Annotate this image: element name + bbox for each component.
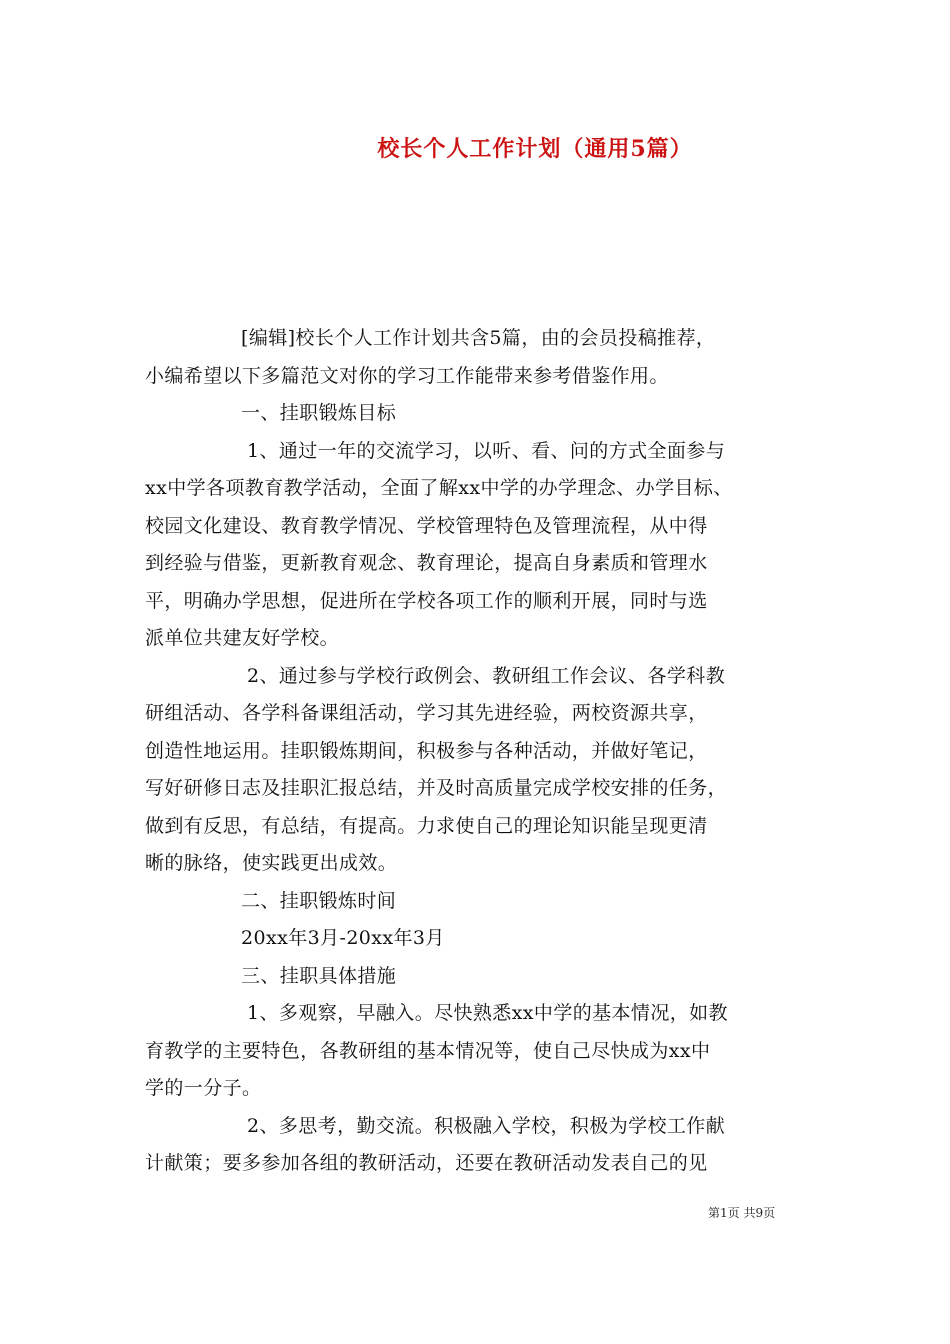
paragraph-line: [编辑]校长个人工作计划共含5篇，由的会员投稿推荐， — [241, 327, 716, 349]
page-number-footer: 第1页 共9页 — [708, 1206, 776, 1220]
paragraph-line: 到经验与借鉴，更新教育观念、教育理论，提高自身素质和管理水 — [145, 552, 708, 574]
document-title: 校长个人工作计划（通用5篇） — [377, 136, 693, 162]
paragraph-line: 晰的脉络，使实践更出成效。 — [145, 852, 398, 874]
paragraph-line: 小编希望以下多篇范文对你的学习工作能带来参考借鉴作用。 — [145, 364, 669, 387]
paragraph-line: 1、通过一年的交流学习，以听、看、问的方式全面参与 — [247, 439, 726, 462]
paragraph-line: 派单位共建友好学校。 — [145, 627, 340, 649]
paragraph-line: 做到有反思，有总结，有提高。力求使自己的理论知识能呈现更清 — [145, 814, 708, 837]
paragraph-line: 写好研修日志及挂职汇报总结，并及时高质量完成学校安排的任务， — [145, 777, 728, 799]
paragraph-line: 创造性地运用。挂职锻炼期间，积极参与各种活动，并做好笔记， — [145, 739, 708, 762]
paragraph-line: 育教学的主要特色，各教研组的基本情况等，使自己尽快成为xx中 — [145, 1039, 711, 1062]
section-heading: 三、挂职具体措施 — [241, 964, 397, 987]
paragraph-line: 计献策；要多参加各组的教研活动，还要在教研活动发表自己的见 — [145, 1152, 708, 1174]
paragraph-line: 学的一分子。 — [145, 1077, 262, 1099]
paragraph-line: 校园文化建设、教育教学情况、学校管理特色及管理流程，从中得 — [145, 514, 708, 537]
paragraph-line: 2、多思考，勤交流。积极融入学校，积极为学校工作献 — [247, 1114, 726, 1137]
paragraph-line: 20xx年3月-20xx年3月 — [241, 927, 445, 949]
paragraph-line: 2、通过参与学校行政例会、教研组工作会议、各学科教 — [247, 664, 726, 687]
section-heading: 一、挂职锻炼目标 — [241, 402, 397, 424]
paragraph-line: 1、多观察，早融入。尽快熟悉xx中学的基本情况，如教 — [247, 1002, 728, 1024]
document-body — [145, 320, 810, 1183]
section-heading: 二、挂职锻炼时间 — [241, 889, 397, 912]
paragraph-line: xx中学各项教育教学活动，全面了解xx中学的办学理念、办学目标、 — [145, 477, 733, 499]
paragraph-line: 研组活动、各学科备课组活动，学习其先进经验，两校资源共享， — [145, 702, 708, 724]
paragraph-line: 平，明确办学思想，促进所在学校各项工作的顺利开展，同时与选 — [145, 589, 708, 612]
